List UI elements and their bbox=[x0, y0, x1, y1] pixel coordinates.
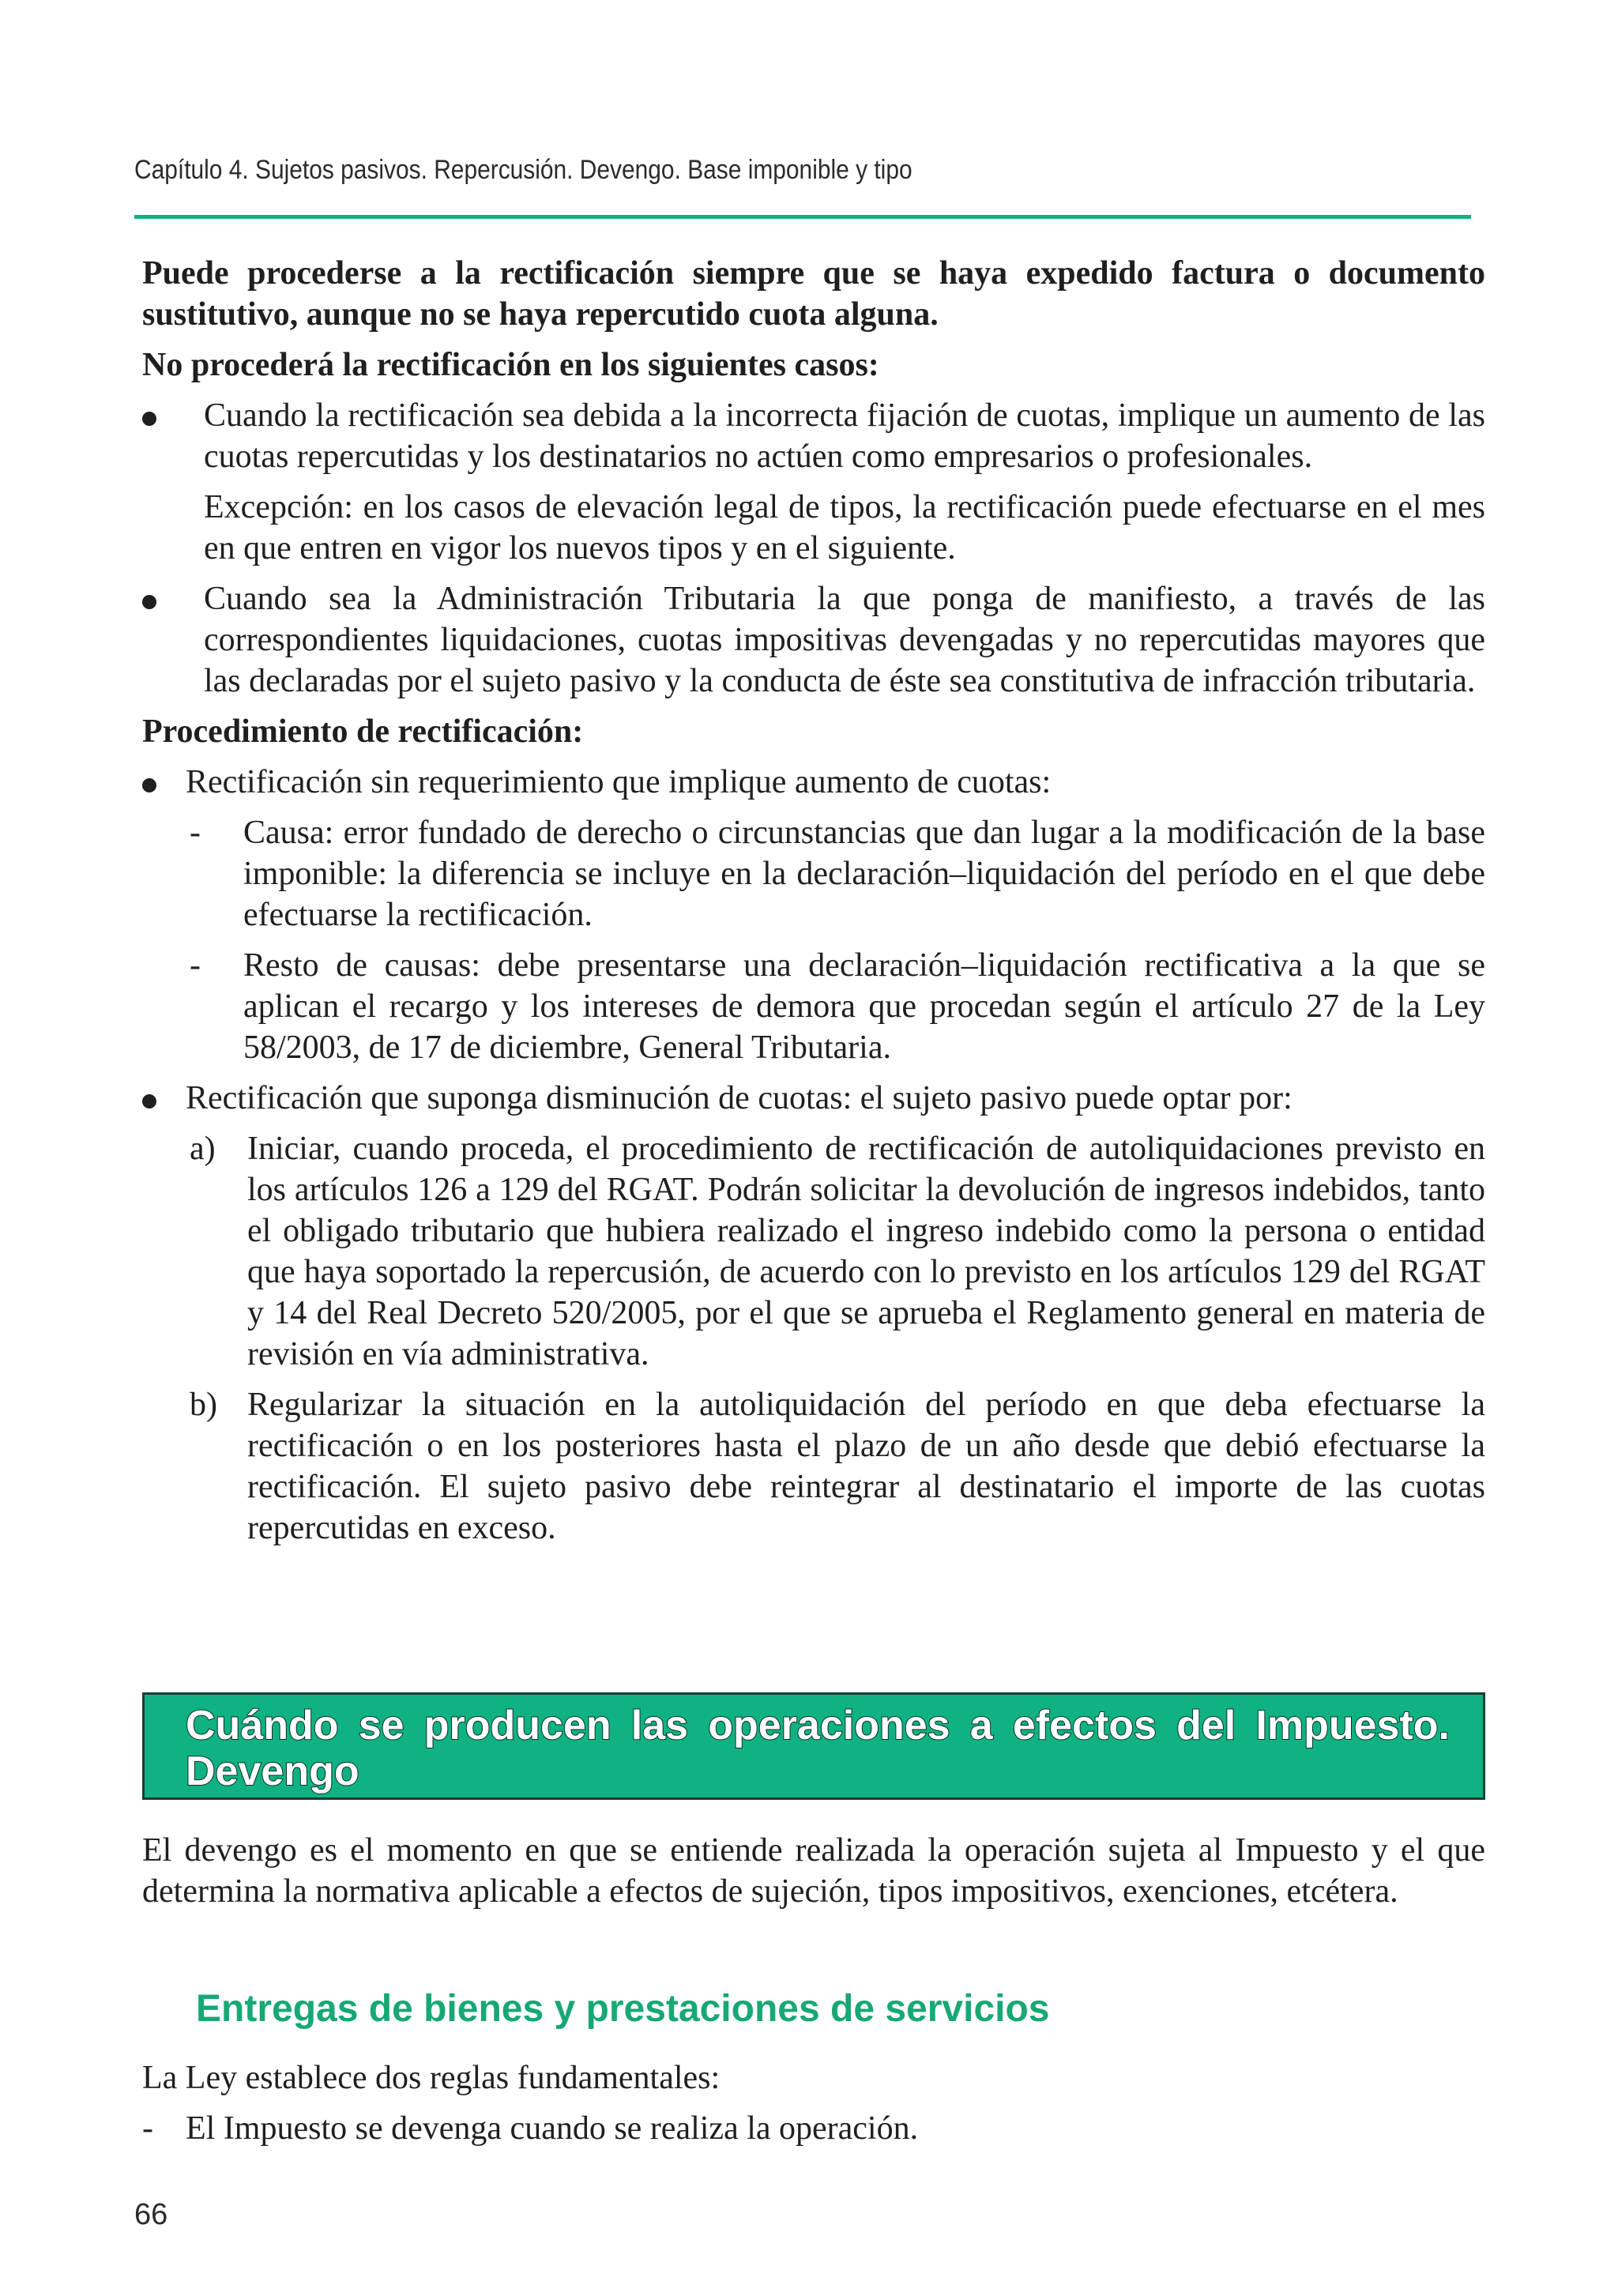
bullet-icon bbox=[142, 578, 156, 619]
bullet-icon bbox=[142, 395, 156, 436]
section-banner bbox=[142, 1692, 1485, 1800]
list-item-text: Rectificación que suponga disminución de cuotas: el sujeto pasivo puede optar por: bbox=[186, 1080, 1293, 1116]
rule-item bbox=[142, 2108, 1485, 2149]
list-item bbox=[142, 1078, 1485, 1119]
sub-list-item-text: Resto de causas: debe presentarse una declaración–liquidación rectificativa a la que se aplican el recargo y los intereses de demora que procedan según el artículo 27 de la Ley 58/2003, de 17 de diciembre, General Tributaria. bbox=[243, 947, 1485, 1066]
sub-list-item-text: Causa: error fundado de derecho o circunstancias que dan lugar a la modificación de la base imponible: la diferencia se incluye en la declaración–liquidación del período en el que debe efectuarse la rectificación. bbox=[243, 815, 1485, 933]
section-intro bbox=[142, 1830, 1485, 1921]
sub-list-item-text: Regularizar la situación en la autoliquidación del período en que deba efectuarse la rectificación o en los posteriores hasta el plazo de un año desde que debió efectuarse la rectificación. El sujeto pasivo debe reintegrar al destinatario el importe de las cuotas repercutidas en exceso. bbox=[247, 1387, 1485, 1546]
intro-paragraph: Puede procederse a la rectificación siempre que se haya expedido factura o documento sustitutivo, aunque no se haya repercutido cuota alguna. bbox=[142, 255, 1485, 333]
section-title: Cuándo se producen las operaciones a efectos del Impuesto. Devengo bbox=[186, 1703, 1450, 1794]
exception-paragraph: Excepción: en los casos de elevación legal de tipos, la rectificación puede efectuarse en el mes en que entren en vigor los nuevos tipos y en el siguiente. bbox=[204, 489, 1485, 566]
list-item bbox=[142, 578, 1485, 702]
sub-list-item bbox=[142, 1128, 1485, 1375]
letter-marker: a) bbox=[190, 1131, 216, 1167]
header-divider bbox=[134, 215, 1471, 219]
page-number: 66 bbox=[134, 2198, 168, 2231]
dash-marker: - bbox=[142, 2110, 153, 2147]
subsection-heading: Entregas de bienes y prestaciones de servicios bbox=[196, 1988, 1050, 2030]
letter-marker: b) bbox=[190, 1387, 217, 1423]
no-proc-heading: No procederá la rectificación en los siguientes casos: bbox=[142, 347, 879, 383]
list-item-text: Cuando sea la Administración Tributaria la que ponga de manifiesto, a través de las correspondientes liquidaciones, cuotas impositivas devengadas y no repercutidas mayores que las declaradas por el sujeto pasivo y la conducta de éste sea constitutiva de infracción tributaria. bbox=[204, 581, 1485, 699]
sub-list-item-text: Iniciar, cuando proceda, el procedimiento de rectificación de autoliquidaciones previsto en los artículos 126 a 129 del RGAT. Podrán solicitar la devolución de ingresos indebidos, tanto el obligado tributario que hubiera realizado el ingreso indebido como la persona o entidad que haya soportado la repercusión, de acuerdo con lo previsto en los artículos 129 del RGAT y 14 del Real Decreto 520/2005, por el que se aprueba el Reglamento general en materia de revisión en vía administrativa. bbox=[247, 1131, 1485, 1372]
running-header: Capítulo 4. Sujetos pasivos. Repercusión. Devengo. Base imponible y tipo bbox=[134, 155, 912, 185]
dash-marker: - bbox=[190, 815, 201, 851]
rules-block bbox=[142, 2057, 1485, 2159]
procedure-heading: Procedimiento de rectificación: bbox=[142, 713, 584, 750]
dash-marker: - bbox=[190, 947, 201, 984]
list-item bbox=[142, 762, 1485, 803]
sub-list-item bbox=[142, 945, 1485, 1068]
list-item bbox=[142, 395, 1485, 477]
list-item-text: Cuando la rectificación sea debida a la incorrecta fijación de cuotas, implique un aumento de las cuotas repercutidas y los destinatarios no actúen como empresarios o profesionales. bbox=[204, 397, 1485, 475]
devengo-paragraph: El devengo es el momento en que se entiende realizada la operación sujeta al Impuesto y el que determina la normativa aplicable a efectos de sujeción, tipos impositivos, exenciones, etcétera. bbox=[142, 1832, 1485, 1910]
list-item-text: Rectificación sin requerimiento que implique aumento de cuotas: bbox=[186, 764, 1052, 800]
bullet-icon bbox=[142, 762, 156, 803]
rule-text: El Impuesto se devenga cuando se realiza la operación. bbox=[186, 2110, 919, 2147]
sub-list-item bbox=[142, 1384, 1485, 1549]
bullet-icon bbox=[142, 1078, 156, 1119]
main-text bbox=[142, 253, 1485, 1558]
rules-intro: La Ley establece dos reglas fundamentales: bbox=[142, 2060, 721, 2096]
sub-list-item bbox=[142, 812, 1485, 935]
